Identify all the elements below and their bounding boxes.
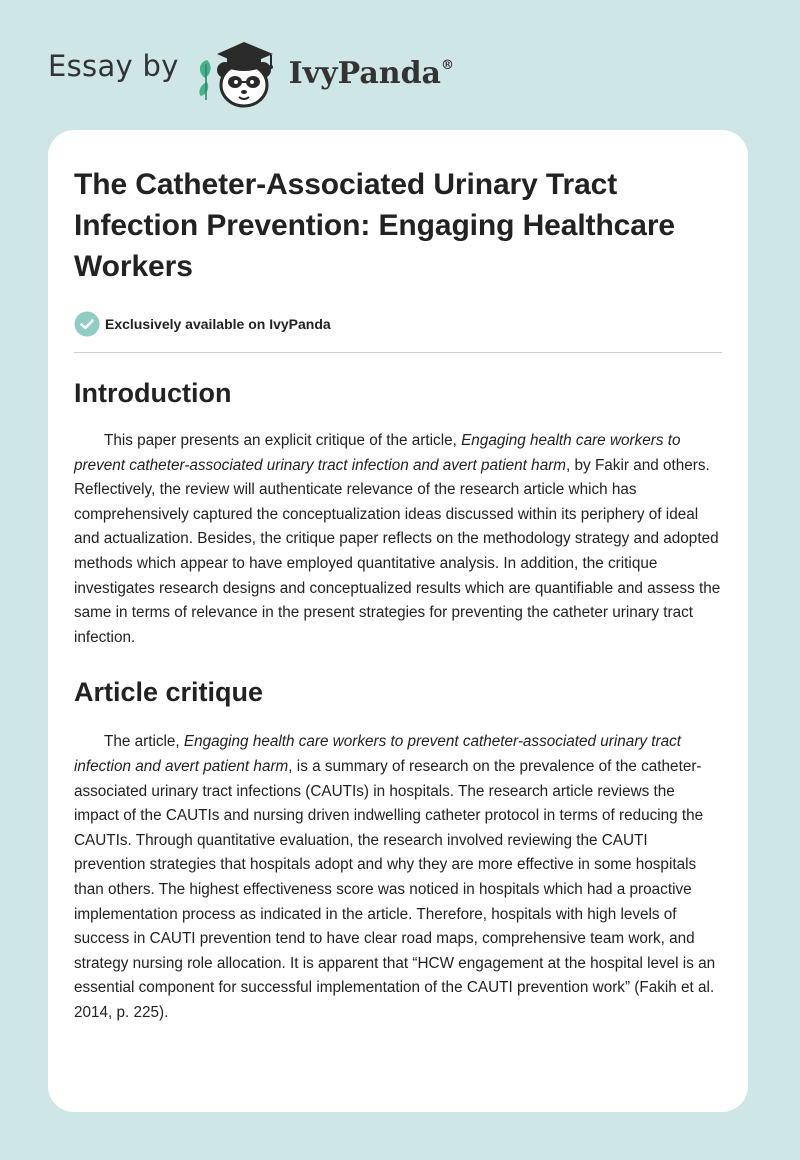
article-title-italic: Engaging health care workers to prevent catheter-associated urinary tract infection and avert patient harm bbox=[74, 733, 682, 775]
critique-paragraph: The article, Engaging health care workers to prevent catheter-associated urinary tract infection and avert patient harm, is a summary of research on the prevalence of the catheter-associated urinary tract infections (CAUTIs) in hospitals. The research article reviews the impact of the CAUTIs and nursing driven indwelling catheter protocol in terms of reducing the CAUTIs. Through quantitative evaluation, the research involved reviewing the CAUTI prevention strategies that hospitals adopt and why they are more effective in some hospitals than others. The highest effectiveness score was noticed in hospitals which had a proactive implementation process as indicated in the article. Therefore, hospitals with high levels of success in CAUTI prevention tend to have clear road maps, comprehensive team work, and strategy nursing role allocation. It is apparent that “HCW engagement at the hospital level is an essential component for successful implementation of the CAUTI prevention work” (Fakih et al. 2014, p. 225). bbox=[74, 733, 716, 1021]
essay-by-label: Essay by bbox=[48, 49, 179, 83]
brand-name[interactable]: IvyPanda® bbox=[288, 55, 454, 91]
article-title-italic: Engaging health care workers to prevent catheter-associated urinary tract infection and avert patient harm bbox=[74, 432, 681, 474]
section-heading-article-critique: Article critique bbox=[74, 677, 264, 708]
exclusive-badge bbox=[74, 311, 722, 337]
essay-card bbox=[48, 130, 748, 1112]
exclusive-badge-label: Exclusively available on IvyPanda bbox=[105, 316, 331, 332]
section-heading-introduction: Introduction bbox=[74, 378, 232, 408]
leaf-icon bbox=[199, 60, 210, 100]
checkmark-badge-icon bbox=[74, 311, 100, 337]
introduction-paragraph: This paper presents an explicit critique of the article, Engaging health care workers to prevent catheter-associated urinary tract infection and avert patient harm, by Fakir and others. Reflectively, the review will authenticate relevance of the research article which has comprehensively captured the conceptualization ideas discussed within its periphery of ideal and actualization. Besides, the critique paper reflects on the methodology strategy and adopted methods which appear to have employed quantitative analysis. In addition, the critique investigates research designs and conceptualized results which are quantifiable and assess the same in terms of relevance in the present strategies for preventing the catheter urinary tract infection. bbox=[74, 432, 721, 646]
panda-graduate-logo-icon[interactable] bbox=[193, 34, 285, 110]
registered-mark: ® bbox=[441, 57, 454, 73]
page-title: The Catheter-Associated Urinary Tract Infection Prevention: Engaging Healthcare Workers bbox=[74, 168, 675, 283]
divider bbox=[74, 352, 722, 353]
site-header bbox=[48, 34, 454, 110]
